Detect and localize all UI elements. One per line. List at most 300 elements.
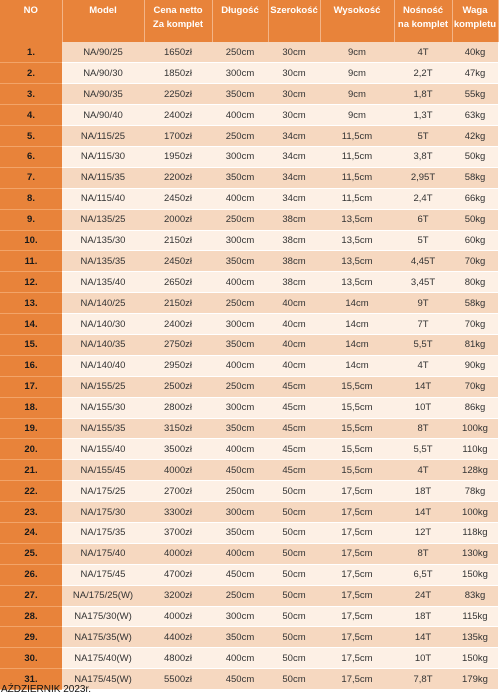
cell-no: 29.	[0, 627, 62, 648]
cell-capacity: 3,8T	[394, 146, 452, 167]
cell-no: 6.	[0, 146, 62, 167]
cell-height: 15,5cm	[320, 460, 394, 481]
cell-width: 34cm	[268, 126, 320, 147]
cell-width: 50cm	[268, 627, 320, 648]
cell-price: 4000zł	[144, 543, 212, 564]
cell-length: 300cm	[212, 606, 268, 627]
cell-width: 38cm	[268, 251, 320, 272]
cell-width: 45cm	[268, 460, 320, 481]
cell-height: 15,5cm	[320, 376, 394, 397]
cell-no: 8.	[0, 188, 62, 209]
cell-price: 2450zł	[144, 188, 212, 209]
cell-length: 250cm	[212, 585, 268, 606]
cell-length: 400cm	[212, 188, 268, 209]
footer-date: AŹDZIERNIK 2023r.	[1, 684, 92, 695]
cell-height: 17,5cm	[320, 669, 394, 690]
cell-length: 400cm	[212, 439, 268, 460]
cell-weight: 110kg	[452, 439, 498, 460]
header-width-label: Szerokość	[270, 5, 318, 16]
cell-length: 300cm	[212, 502, 268, 523]
cell-height: 17,5cm	[320, 481, 394, 502]
header-capacity	[394, 0, 452, 42]
cell-model: NA/90/30	[62, 63, 144, 84]
cell-length: 350cm	[212, 522, 268, 543]
cell-length: 250cm	[212, 481, 268, 502]
cell-price: 3500zł	[144, 439, 212, 460]
cell-weight: 150kg	[452, 648, 498, 669]
cell-no: 26.	[0, 564, 62, 585]
cell-no: 30.	[0, 648, 62, 669]
cell-weight: 128kg	[452, 460, 498, 481]
cell-width: 40cm	[268, 314, 320, 335]
cell-capacity: 14T	[394, 376, 452, 397]
cell-height: 17,5cm	[320, 502, 394, 523]
cell-capacity: 4,45T	[394, 251, 452, 272]
cell-model: NA/115/30	[62, 146, 144, 167]
cell-width: 30cm	[268, 63, 320, 84]
header-model	[62, 0, 144, 42]
cell-no: 4.	[0, 105, 62, 126]
cell-weight: 118kg	[452, 522, 498, 543]
cell-capacity: 1,8T	[394, 84, 452, 105]
cell-length: 250cm	[212, 42, 268, 63]
cell-model: NA/90/35	[62, 84, 144, 105]
cell-model: NA/175/25	[62, 481, 144, 502]
cell-no: 27.	[0, 585, 62, 606]
cell-price: 1650zł	[144, 42, 212, 63]
table-row	[0, 376, 498, 397]
cell-length: 400cm	[212, 543, 268, 564]
header-row	[0, 0, 498, 42]
cell-price: 2250zł	[144, 84, 212, 105]
cell-length: 350cm	[212, 627, 268, 648]
cell-width: 34cm	[268, 167, 320, 188]
header-capacity-label: Nośność	[402, 5, 444, 16]
cell-price: 4800zł	[144, 648, 212, 669]
table-row	[0, 460, 498, 481]
cell-no: 31.	[0, 669, 62, 690]
cell-capacity: 12T	[394, 522, 452, 543]
cell-model: NA/175/25(W)	[62, 585, 144, 606]
cell-length: 300cm	[212, 314, 268, 335]
cell-weight: 60kg	[452, 230, 498, 251]
cell-model: NA/135/30	[62, 230, 144, 251]
header-price	[144, 0, 212, 42]
cell-weight: 58kg	[452, 293, 498, 314]
table-row	[0, 648, 498, 669]
cell-no: 17.	[0, 376, 62, 397]
cell-width: 50cm	[268, 669, 320, 690]
cell-height: 9cm	[320, 105, 394, 126]
cell-capacity: 2,2T	[394, 63, 452, 84]
cell-model: NA/175/30	[62, 502, 144, 523]
cell-no: 18.	[0, 397, 62, 418]
cell-weight: 70kg	[452, 251, 498, 272]
cell-capacity: 9T	[394, 293, 452, 314]
table-header	[0, 0, 498, 42]
cell-price: 2500zł	[144, 376, 212, 397]
cell-height: 14cm	[320, 355, 394, 376]
cell-model: NA175/45(W)	[62, 669, 144, 690]
cell-no: 3.	[0, 84, 62, 105]
cell-price: 3200zł	[144, 585, 212, 606]
cell-weight: 135kg	[452, 627, 498, 648]
cell-capacity: 3,45T	[394, 272, 452, 293]
table-row	[0, 230, 498, 251]
cell-width: 50cm	[268, 585, 320, 606]
cell-no: 2.	[0, 63, 62, 84]
cell-weight: 50kg	[452, 146, 498, 167]
cell-width: 50cm	[268, 481, 320, 502]
cell-model: NA/155/30	[62, 397, 144, 418]
cell-model: NA/155/25	[62, 376, 144, 397]
cell-model: NA/115/35	[62, 167, 144, 188]
table-row	[0, 397, 498, 418]
cell-weight: 50kg	[452, 209, 498, 230]
cell-width: 45cm	[268, 418, 320, 439]
header-capacity-sublabel: na komplet	[397, 19, 449, 30]
cell-height: 9cm	[320, 84, 394, 105]
cell-length: 300cm	[212, 63, 268, 84]
cell-no: 14.	[0, 314, 62, 335]
header-price-sublabel: Za komplet	[152, 19, 204, 30]
cell-length: 300cm	[212, 146, 268, 167]
cell-price: 2800zł	[144, 397, 212, 418]
cell-capacity: 6,5T	[394, 564, 452, 585]
table-row	[0, 63, 498, 84]
cell-capacity: 5,5T	[394, 439, 452, 460]
cell-price: 2000zł	[144, 209, 212, 230]
cell-model: NA/140/35	[62, 334, 144, 355]
cell-width: 50cm	[268, 564, 320, 585]
cell-height: 17,5cm	[320, 627, 394, 648]
cell-capacity: 10T	[394, 648, 452, 669]
cell-capacity: 10T	[394, 397, 452, 418]
cell-price: 4000zł	[144, 460, 212, 481]
cell-height: 13,5cm	[320, 209, 394, 230]
table-row	[0, 105, 498, 126]
table-row	[0, 42, 498, 63]
table-row	[0, 334, 498, 355]
cell-length: 400cm	[212, 105, 268, 126]
cell-length: 350cm	[212, 84, 268, 105]
cell-model: NA/90/40	[62, 105, 144, 126]
cell-height: 14cm	[320, 314, 394, 335]
table-row	[0, 314, 498, 335]
cell-no: 1.	[0, 42, 62, 63]
table-row	[0, 209, 498, 230]
cell-model: NA/115/40	[62, 188, 144, 209]
cell-width: 30cm	[268, 42, 320, 63]
cell-capacity: 6T	[394, 209, 452, 230]
cell-length: 350cm	[212, 167, 268, 188]
table-row	[0, 293, 498, 314]
table-row	[0, 564, 498, 585]
cell-no: 12.	[0, 272, 62, 293]
cell-capacity: 14T	[394, 502, 452, 523]
cell-model: NA/140/30	[62, 314, 144, 335]
cell-no: 5.	[0, 126, 62, 147]
cell-no: 13.	[0, 293, 62, 314]
cell-width: 38cm	[268, 230, 320, 251]
cell-weight: 70kg	[452, 314, 498, 335]
cell-weight: 100kg	[452, 418, 498, 439]
header-no-label: NO	[23, 5, 38, 16]
table-row	[0, 188, 498, 209]
cell-height: 17,5cm	[320, 564, 394, 585]
table-row	[0, 481, 498, 502]
cell-weight: 63kg	[452, 105, 498, 126]
cell-no: 11.	[0, 251, 62, 272]
cell-no: 20.	[0, 439, 62, 460]
cell-price: 2400zł	[144, 314, 212, 335]
cell-no: 21.	[0, 460, 62, 481]
cell-weight: 66kg	[452, 188, 498, 209]
cell-capacity: 18T	[394, 481, 452, 502]
cell-no: 16.	[0, 355, 62, 376]
cell-width: 50cm	[268, 522, 320, 543]
cell-height: 15,5cm	[320, 439, 394, 460]
cell-price: 2150zł	[144, 230, 212, 251]
cell-height: 11,5cm	[320, 188, 394, 209]
cell-width: 50cm	[268, 606, 320, 627]
cell-model: NA/155/40	[62, 439, 144, 460]
cell-no: 7.	[0, 167, 62, 188]
cell-price: 4700zł	[144, 564, 212, 585]
cell-model: NA/135/40	[62, 272, 144, 293]
cell-model: NA/175/45	[62, 564, 144, 585]
table-row	[0, 585, 498, 606]
cell-model: NA/140/25	[62, 293, 144, 314]
cell-length: 250cm	[212, 376, 268, 397]
cell-weight: 179kg	[452, 669, 498, 690]
cell-height: 17,5cm	[320, 585, 394, 606]
cell-weight: 70kg	[452, 376, 498, 397]
cell-weight: 100kg	[452, 502, 498, 523]
cell-price: 3700zł	[144, 522, 212, 543]
cell-model: NA175/30(W)	[62, 606, 144, 627]
cell-width: 50cm	[268, 502, 320, 523]
cell-capacity: 24T	[394, 585, 452, 606]
header-no	[0, 0, 62, 42]
cell-price: 3150zł	[144, 418, 212, 439]
cell-height: 17,5cm	[320, 648, 394, 669]
cell-height: 11,5cm	[320, 126, 394, 147]
cell-price: 2700zł	[144, 481, 212, 502]
cell-width: 40cm	[268, 355, 320, 376]
cell-capacity: 8T	[394, 418, 452, 439]
cell-weight: 86kg	[452, 397, 498, 418]
table-row	[0, 355, 498, 376]
cell-no: 9.	[0, 209, 62, 230]
header-weight-sublabel: kompletu	[453, 19, 497, 30]
cell-width: 34cm	[268, 188, 320, 209]
cell-model: NA/155/35	[62, 418, 144, 439]
cell-height: 13,5cm	[320, 230, 394, 251]
cell-price: 2400zł	[144, 105, 212, 126]
cell-model: NA175/35(W)	[62, 627, 144, 648]
cell-length: 250cm	[212, 293, 268, 314]
cell-weight: 130kg	[452, 543, 498, 564]
cell-price: 1700zł	[144, 126, 212, 147]
cell-height: 11,5cm	[320, 167, 394, 188]
cell-height: 9cm	[320, 42, 394, 63]
cell-height: 15,5cm	[320, 418, 394, 439]
cell-length: 300cm	[212, 397, 268, 418]
cell-capacity: 4T	[394, 355, 452, 376]
cell-price: 2200zł	[144, 167, 212, 188]
cell-capacity: 7,8T	[394, 669, 452, 690]
cell-capacity: 4T	[394, 460, 452, 481]
header-length	[212, 0, 268, 42]
cell-weight: 42kg	[452, 126, 498, 147]
cell-no: 25.	[0, 543, 62, 564]
cell-height: 14cm	[320, 334, 394, 355]
cell-length: 400cm	[212, 272, 268, 293]
header-width	[268, 0, 320, 42]
cell-price: 2450zł	[144, 251, 212, 272]
table-row	[0, 418, 498, 439]
cell-weight: 90kg	[452, 355, 498, 376]
table-row	[0, 84, 498, 105]
header-height-label: Wysokość	[333, 5, 381, 16]
cell-price: 4000zł	[144, 606, 212, 627]
cell-model: NA/175/35	[62, 522, 144, 543]
cell-price: 1950zł	[144, 146, 212, 167]
cell-height: 17,5cm	[320, 606, 394, 627]
cell-capacity: 8T	[394, 543, 452, 564]
cell-weight: 81kg	[452, 334, 498, 355]
cell-no: 15.	[0, 334, 62, 355]
cell-height: 15,5cm	[320, 397, 394, 418]
cell-width: 40cm	[268, 334, 320, 355]
cell-no: 24.	[0, 522, 62, 543]
cell-capacity: 4T	[394, 42, 452, 63]
cell-length: 450cm	[212, 460, 268, 481]
cell-width: 50cm	[268, 543, 320, 564]
cell-no: 10.	[0, 230, 62, 251]
cell-weight: 115kg	[452, 606, 498, 627]
cell-weight: 40kg	[452, 42, 498, 63]
cell-price: 2750zł	[144, 334, 212, 355]
cell-width: 30cm	[268, 84, 320, 105]
header-weight-label: Waga	[462, 5, 488, 16]
cell-length: 400cm	[212, 648, 268, 669]
cell-weight: 47kg	[452, 63, 498, 84]
table-row	[0, 439, 498, 460]
cell-model: NA/175/40	[62, 543, 144, 564]
cell-no: 23.	[0, 502, 62, 523]
cell-length: 400cm	[212, 355, 268, 376]
cell-price: 2950zł	[144, 355, 212, 376]
cell-model: NA/135/25	[62, 209, 144, 230]
cell-weight: 150kg	[452, 564, 498, 585]
cell-height: 11,5cm	[320, 146, 394, 167]
header-length-label: Długość	[221, 5, 259, 16]
cell-width: 45cm	[268, 397, 320, 418]
cell-no: 28.	[0, 606, 62, 627]
cell-capacity: 2,95T	[394, 167, 452, 188]
cell-capacity: 5T	[394, 126, 452, 147]
cell-model: NA/115/25	[62, 126, 144, 147]
header-height	[320, 0, 394, 42]
cell-price: 5500zł	[144, 669, 212, 690]
cell-weight: 55kg	[452, 84, 498, 105]
cell-weight: 80kg	[452, 272, 498, 293]
cell-width: 45cm	[268, 376, 320, 397]
cell-model: NA/155/45	[62, 460, 144, 481]
cell-width: 50cm	[268, 648, 320, 669]
table-row	[0, 502, 498, 523]
cell-capacity: 7T	[394, 314, 452, 335]
cell-price: 3300zł	[144, 502, 212, 523]
cell-height: 13,5cm	[320, 251, 394, 272]
cell-height: 17,5cm	[320, 543, 394, 564]
cell-height: 13,5cm	[320, 272, 394, 293]
cell-weight: 58kg	[452, 167, 498, 188]
cell-width: 40cm	[268, 293, 320, 314]
table-row	[0, 606, 498, 627]
table-row	[0, 272, 498, 293]
table-body	[0, 42, 498, 690]
cell-weight: 83kg	[452, 585, 498, 606]
cell-width: 38cm	[268, 209, 320, 230]
cell-length: 350cm	[212, 251, 268, 272]
cell-width: 38cm	[268, 272, 320, 293]
cell-capacity: 14T	[394, 627, 452, 648]
cell-price: 4400zł	[144, 627, 212, 648]
cell-model: NA/90/25	[62, 42, 144, 63]
cell-no: 19.	[0, 418, 62, 439]
table-row	[0, 126, 498, 147]
header-price-label: Cena netto	[153, 5, 203, 16]
cell-capacity: 5T	[394, 230, 452, 251]
cell-model: NA/135/35	[62, 251, 144, 272]
cell-capacity: 18T	[394, 606, 452, 627]
cell-height: 14cm	[320, 293, 394, 314]
cell-capacity: 2,4T	[394, 188, 452, 209]
table-row	[0, 251, 498, 272]
cell-height: 9cm	[320, 63, 394, 84]
cell-price: 2150zł	[144, 293, 212, 314]
cell-length: 300cm	[212, 230, 268, 251]
cell-length: 350cm	[212, 334, 268, 355]
cell-width: 45cm	[268, 439, 320, 460]
cell-length: 250cm	[212, 209, 268, 230]
table-row	[0, 522, 498, 543]
cell-height: 17,5cm	[320, 522, 394, 543]
cell-capacity: 1,3T	[394, 105, 452, 126]
cell-length: 450cm	[212, 669, 268, 690]
cell-model: NA/140/40	[62, 355, 144, 376]
cell-width: 34cm	[268, 146, 320, 167]
table-row	[0, 543, 498, 564]
header-weight	[452, 0, 498, 42]
cell-no: 22.	[0, 481, 62, 502]
cell-length: 350cm	[212, 418, 268, 439]
table-row	[0, 167, 498, 188]
cell-model: NA175/40(W)	[62, 648, 144, 669]
cell-weight: 78kg	[452, 481, 498, 502]
header-model-label: Model	[89, 5, 117, 16]
cell-length: 250cm	[212, 126, 268, 147]
table-row	[0, 627, 498, 648]
table-row	[0, 146, 498, 167]
cell-length: 450cm	[212, 564, 268, 585]
cell-width: 30cm	[268, 105, 320, 126]
cell-capacity: 5,5T	[394, 334, 452, 355]
cell-price: 1850zł	[144, 63, 212, 84]
